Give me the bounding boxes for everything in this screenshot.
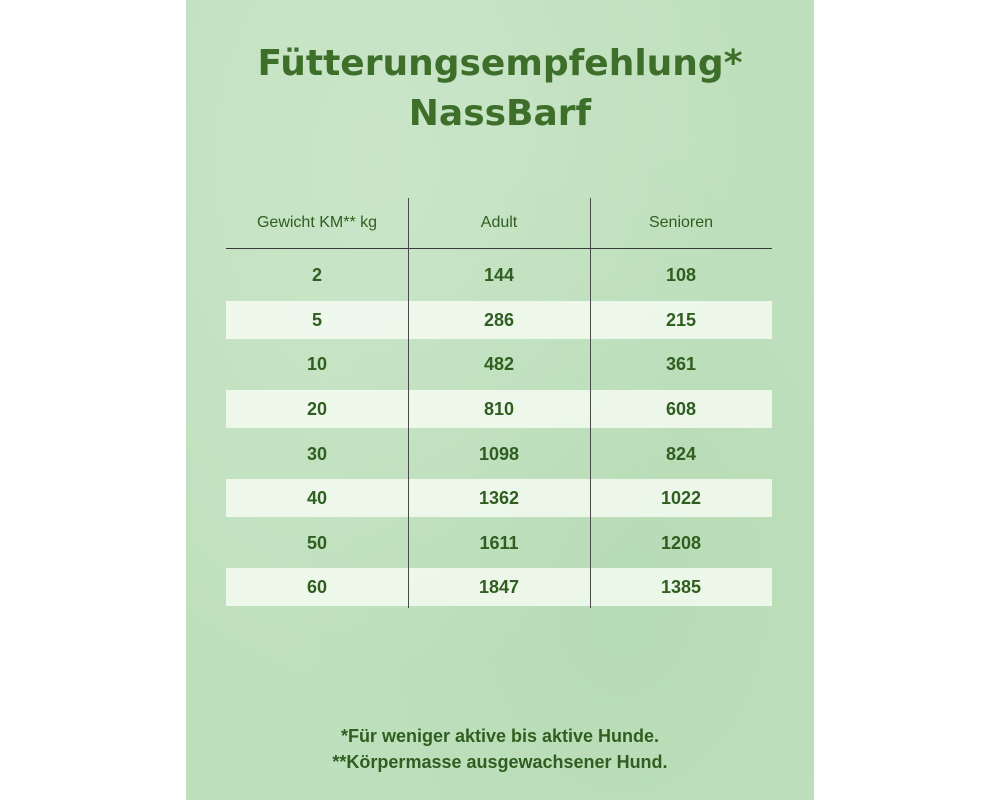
- weight-cell: 40: [306, 487, 328, 508]
- table-row: [226, 479, 772, 517]
- column-header-weight: Gewicht KM** kg: [256, 214, 378, 231]
- adult-cell: 286: [483, 309, 515, 330]
- column-header-adult: Adult: [480, 214, 518, 231]
- column-divider: [408, 198, 409, 608]
- table-row: [226, 256, 772, 294]
- adult-cell: 1611: [479, 532, 519, 553]
- table-row: [226, 435, 772, 473]
- senior-cell: 215: [665, 309, 697, 330]
- adult-cell: 1362: [478, 487, 520, 508]
- weight-cell: 5: [311, 309, 322, 330]
- column-header-senior: Senioren: [648, 214, 714, 231]
- adult-cell: 144: [483, 264, 515, 285]
- page-title: Fütterungsempfehlung*: [257, 43, 743, 84]
- feeding-recommendation-card: [186, 0, 814, 800]
- weight-cell: 2: [311, 264, 322, 285]
- feeding-table: [226, 198, 772, 608]
- footnote-body-mass: **Körpermasse ausgewachsener Hund.: [332, 752, 668, 772]
- weight-cell: 20: [306, 398, 328, 419]
- table-row: [226, 301, 772, 339]
- header-divider: [226, 248, 772, 249]
- adult-cell: 482: [483, 353, 515, 374]
- senior-cell: 824: [665, 443, 697, 464]
- table-row: [226, 524, 772, 562]
- senior-cell: 1208: [660, 532, 702, 553]
- senior-cell: 1385: [660, 576, 702, 597]
- page-subtitle: NassBarf: [408, 93, 592, 134]
- table-row: [226, 345, 772, 383]
- senior-cell: 361: [665, 353, 697, 374]
- weight-cell: 60: [306, 576, 328, 597]
- footnote-activity: *Für weniger aktive bis aktive Hunde.: [340, 726, 660, 746]
- table-row: [226, 568, 772, 606]
- weight-cell: 30: [306, 443, 328, 464]
- senior-cell: 608: [665, 398, 697, 419]
- adult-cell: 810: [483, 398, 515, 419]
- adult-cell: 1847: [478, 576, 520, 597]
- senior-cell: 108: [665, 264, 697, 285]
- senior-cell: 1022: [660, 487, 702, 508]
- weight-cell: 50: [306, 532, 328, 553]
- table-row: [226, 390, 772, 428]
- column-divider: [590, 198, 591, 608]
- adult-cell: 1098: [478, 443, 520, 464]
- weight-cell: 10: [306, 353, 328, 374]
